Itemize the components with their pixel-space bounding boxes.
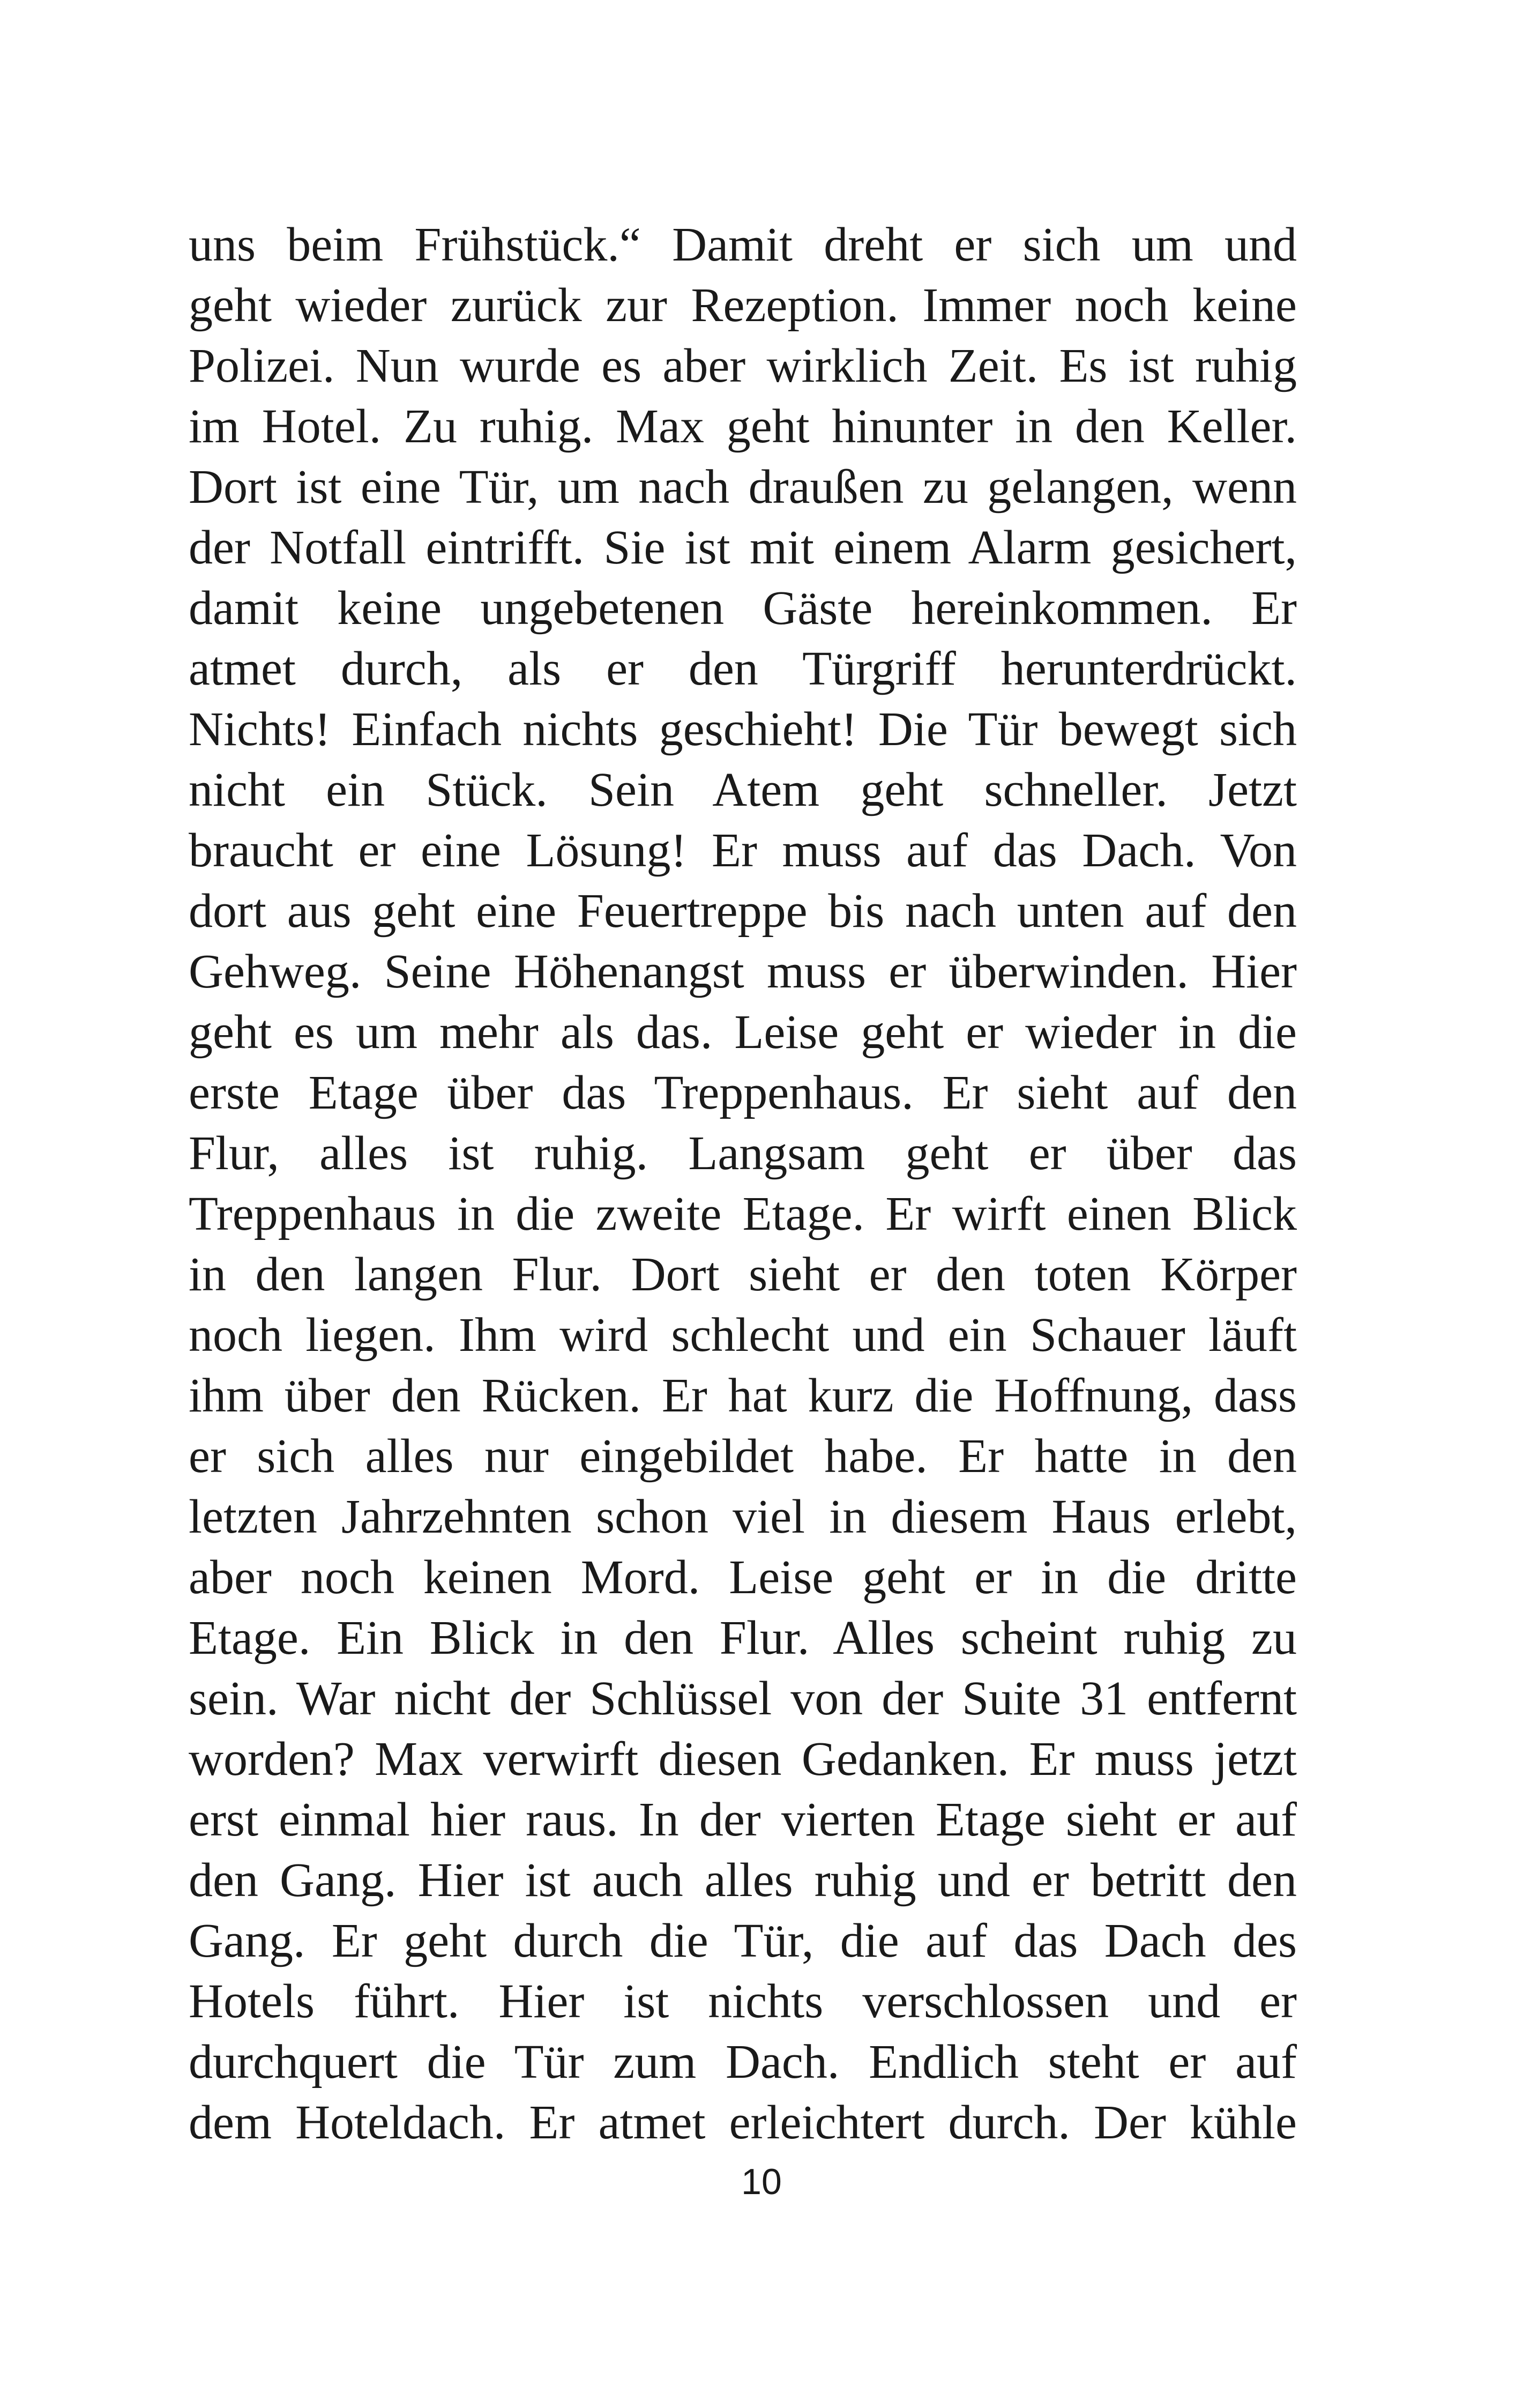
text-line: geht es um mehr als das. Leise geht er wieder in die xyxy=(189,1006,1297,1059)
text-line: Gang. Er geht durch die Tür, die auf das Dach des xyxy=(189,1914,1297,1967)
text-line: dem Hoteldach. Er atmet erleichtert durch. Der kühle xyxy=(189,2096,1297,2149)
text-line: durchquert die Tür zum Dach. Endlich steht er auf xyxy=(189,2035,1297,2089)
text-line: braucht er eine Lösung! Er muss auf das Dach. Von xyxy=(189,824,1297,877)
text-line: noch liegen. Ihm wird schlecht und ein Schauer läuft xyxy=(189,1309,1297,1362)
text-line: Etage. Ein Blick in den Flur. Alles scheint ruhig zu xyxy=(189,1611,1297,1664)
text-line: aber noch keinen Mord. Leise geht er in die dritte xyxy=(189,1551,1297,1604)
text-line: Polizei. Nun wurde es aber wirklich Zeit. Es ist ruhig xyxy=(189,339,1297,392)
text-line: Treppenhaus in die zweite Etage. Er wirft einen Blick xyxy=(189,1187,1297,1240)
text-line: damit keine ungebetenen Gäste hereinkommen. Er xyxy=(189,582,1297,635)
text-line: Gehweg. Seine Höhenangst muss er überwinden. Hier xyxy=(189,945,1297,998)
text-line: geht wieder zurück zur Rezeption. Immer noch keine xyxy=(189,279,1297,332)
text-line: im Hotel. Zu ruhig. Max geht hinunter in den Keller. xyxy=(189,400,1297,453)
text-line: atmet durch, als er den Türgriff herunterdrückt. xyxy=(189,642,1297,695)
text-line: uns beim Frühstück.“ Damit dreht er sich um und xyxy=(189,218,1297,271)
text-line: Nichts! Einfach nichts geschieht! Die Tür bewegt sich xyxy=(189,703,1297,756)
text-line: Hotels führt. Hier ist nichts verschlossen und er xyxy=(189,1975,1297,2028)
text-line: dort aus geht eine Feuertreppe bis nach unten auf den xyxy=(189,885,1297,938)
text-line: ihm über den Rücken. Er hat kurz die Hoffnung, dass xyxy=(189,1369,1297,1422)
text-line: der Notfall eintrifft. Sie ist mit einem Alarm gesichert, xyxy=(189,521,1297,574)
text-line: Flur, alles ist ruhig. Langsam geht er über das xyxy=(189,1127,1297,1180)
text-line: in den langen Flur. Dort sieht er den toten Körper xyxy=(189,1248,1297,1301)
text-line: nicht ein Stück. Sein Atem geht schneller. Jetzt xyxy=(189,763,1297,816)
text-line: worden? Max verwirft diesen Gedanken. Er muss jetzt xyxy=(189,1733,1297,1786)
text-line: Dort ist eine Tür, um nach draußen zu gelangen, wenn xyxy=(189,460,1297,514)
text-line: sein. War nicht der Schlüssel von der Suite 31 entfernt xyxy=(189,1672,1297,1725)
text-line: letzten Jahrzehnten schon viel in diesem Haus erlebt, xyxy=(189,1490,1297,1543)
text-line: erst einmal hier raus. In der vierten Etage sieht er auf xyxy=(189,1793,1297,1846)
page-number: 10 xyxy=(741,2161,782,2202)
text-line: den Gang. Hier ist auch alles ruhig und er betritt den xyxy=(189,1854,1297,1907)
text-line: er sich alles nur eingebildet habe. Er hatte in den xyxy=(189,1430,1297,1483)
body-text xyxy=(189,214,1297,2153)
text-line: erste Etage über das Treppenhaus. Er sieht auf den xyxy=(189,1066,1297,1119)
